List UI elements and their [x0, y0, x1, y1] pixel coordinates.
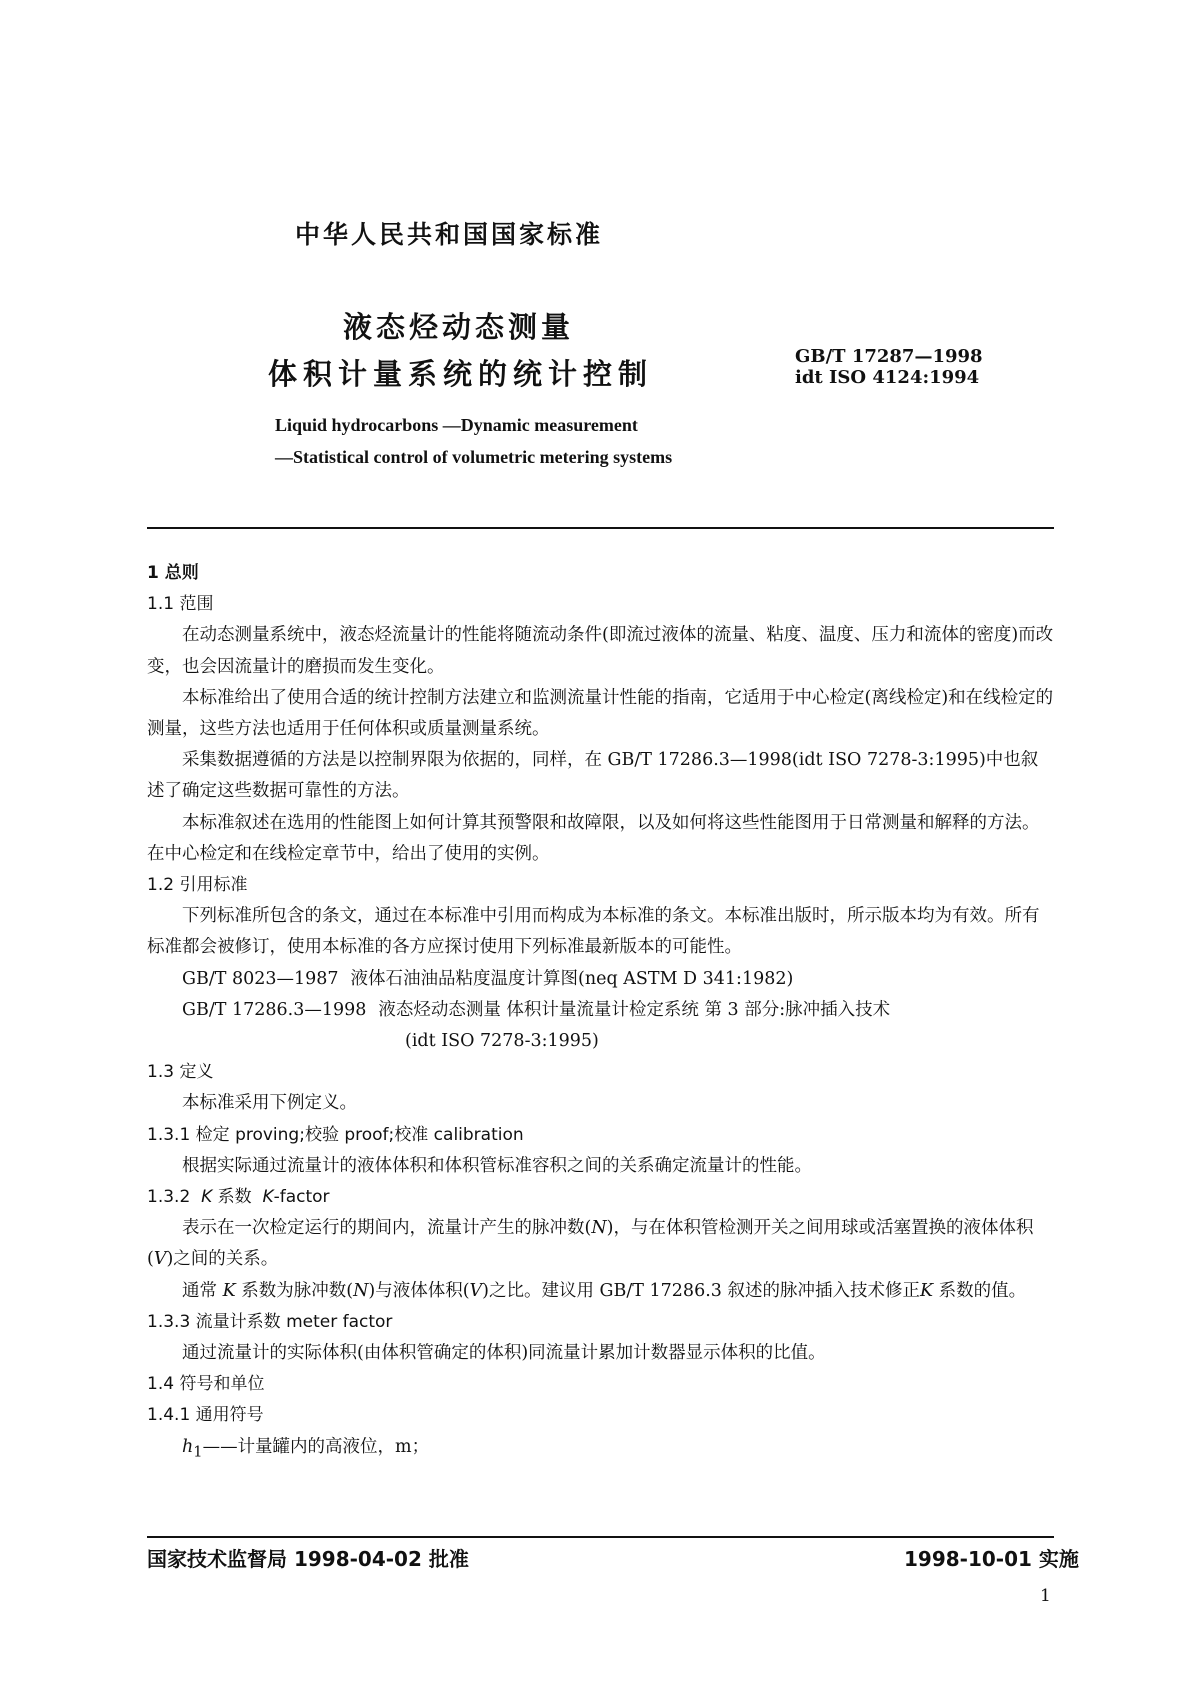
- section-1-3-3-heading: 1.3.3 流量计系数 meter factor: [147, 1311, 393, 1332]
- reference-title: 液体石油油品粘度温度计算图(neq ASTM D 341:1982): [350, 968, 794, 989]
- english-title-line1: Liquid hydrocarbons —Dynamic measurement: [275, 415, 638, 435]
- paragraph: 本标准给出了使用合适的统计控制方法建立和监测流量计性能的指南，它适用于中心检定(离线检定)和在线检定的测量，这些方法也适用于任何体积或质量测量系统。: [147, 687, 1054, 740]
- page-number: 1: [1040, 1586, 1051, 1606]
- section-1-heading: 1 总则: [147, 563, 199, 583]
- section-1-3-1-heading: 1.3.1 检定 proving;校验 proof;校准 calibration: [147, 1124, 524, 1145]
- implementation-date: 1998-10-01 实施: [904, 1547, 1079, 1571]
- document-title-line1: 液态烃动态测量: [343, 310, 575, 344]
- k-symbol: K: [201, 1187, 213, 1208]
- english-title: [275, 409, 672, 473]
- paragraph: 本标准采用下例定义。: [182, 1093, 357, 1114]
- k-symbol: K: [919, 1280, 934, 1301]
- v-symbol: V: [153, 1249, 167, 1270]
- section-number: 1.3.2: [147, 1187, 191, 1208]
- h-symbol: h: [182, 1436, 194, 1457]
- paragraph: 表示在一次检定运行的期间内，流量计产生的脉冲数(N)，与在体积管检测开关之间用球或活塞置换的液体体积(V)之间的关系。: [147, 1218, 1034, 1270]
- subscript: 1: [193, 1443, 203, 1461]
- v-symbol: V: [469, 1280, 483, 1301]
- symbol-definition: [147, 1432, 1054, 1468]
- paragraph: 根据实际通过流量计的液体体积和体积管标准容积之间的关系确定流量计的性能。: [182, 1155, 812, 1176]
- k-symbol: K: [262, 1187, 274, 1208]
- standard-number: GB/T 17287—1998: [795, 346, 983, 367]
- standard-number-block: [795, 346, 983, 388]
- paragraph: 下列标准所包含的条文，通过在本标准中引用而构成为本标准的条文。本标准出版时，所示版本均为有效。所有标准都会被修订，使用本标准的各方应探讨使用下列标准最新版本的可能性。: [147, 906, 1040, 958]
- section-1-2-heading: 1.2 引用标准: [147, 875, 248, 896]
- approval-date: 国家技术监督局 1998-04-02 批准: [147, 1547, 469, 1571]
- paragraph: 通常 K 系数为脉冲数(N)与液体体积(V)之比。建议用 GB/T 17286.3 叙述的脉冲插入技术修正K 系数的值。: [182, 1280, 1027, 1301]
- paragraph: 采集数据遵循的方法是以控制界限为依据的，同样，在 GB/T 17286.3—1998(idt ISO 7278-3:1995)中也叙述了确定这些数据可靠性的方法。: [147, 750, 1039, 802]
- paragraph: 本标准叙述在选用的性能图上如何计算其预警限和故障限，以及如何将这些性能图用于日常测量和解释的方法。在中心检定和在线检定章节中，给出了使用的实例。: [147, 812, 1040, 864]
- paragraph: 在动态测量系统中，液态烃流量计的性能将随流动条件(即流过液体的流量、粘度、温度、压力和流体的密度)而改变，也会因流量计的磨损而发生变化。: [147, 625, 1054, 677]
- paragraph: 通过流量计的实际体积(由体积管确定的体积)同流量计累加计数器显示体积的比值。: [182, 1343, 826, 1364]
- reference-code: GB/T 8023—1987: [182, 968, 339, 989]
- reference-item: [147, 995, 1054, 1026]
- section-1-4-1-heading: 1.4.1 通用符号: [147, 1405, 264, 1426]
- term-en: -factor: [273, 1187, 330, 1208]
- n-symbol: N: [591, 1218, 607, 1239]
- n-symbol: N: [353, 1280, 369, 1301]
- reference-continuation: (idt ISO 7278-3:1995): [405, 1031, 599, 1052]
- section-1-3-heading: 1.3 定义: [147, 1062, 214, 1083]
- header-divider: [147, 527, 1054, 529]
- section-1-1-heading: 1.1 范围: [147, 594, 214, 615]
- standard-equivalence: idt ISO 4124:1994: [795, 367, 980, 388]
- k-symbol: K: [222, 1280, 236, 1301]
- term-zh: 系数: [217, 1187, 252, 1208]
- reference-title: 液态烃动态测量 体积计量流量计检定系统 第 3 部分:脉冲插入技术: [378, 999, 891, 1020]
- english-title-line2: —Statistical control of volumetric metering systems: [275, 447, 673, 467]
- section-1-4-heading: 1.4 符号和单位: [147, 1374, 265, 1395]
- reference-code: GB/T 17286.3—1998: [182, 999, 367, 1020]
- section-1-3-2-heading: [147, 1182, 1054, 1213]
- document-title-line2: 体积计量系统的统计控制: [268, 357, 654, 391]
- footer-divider: [147, 1536, 1054, 1538]
- document-body: [147, 558, 1054, 1467]
- symbol-description: ——计量罐内的高液位，m；: [202, 1436, 430, 1457]
- national-standard-label: 中华人民共和国国家标准: [295, 220, 604, 249]
- reference-item: [147, 964, 1054, 995]
